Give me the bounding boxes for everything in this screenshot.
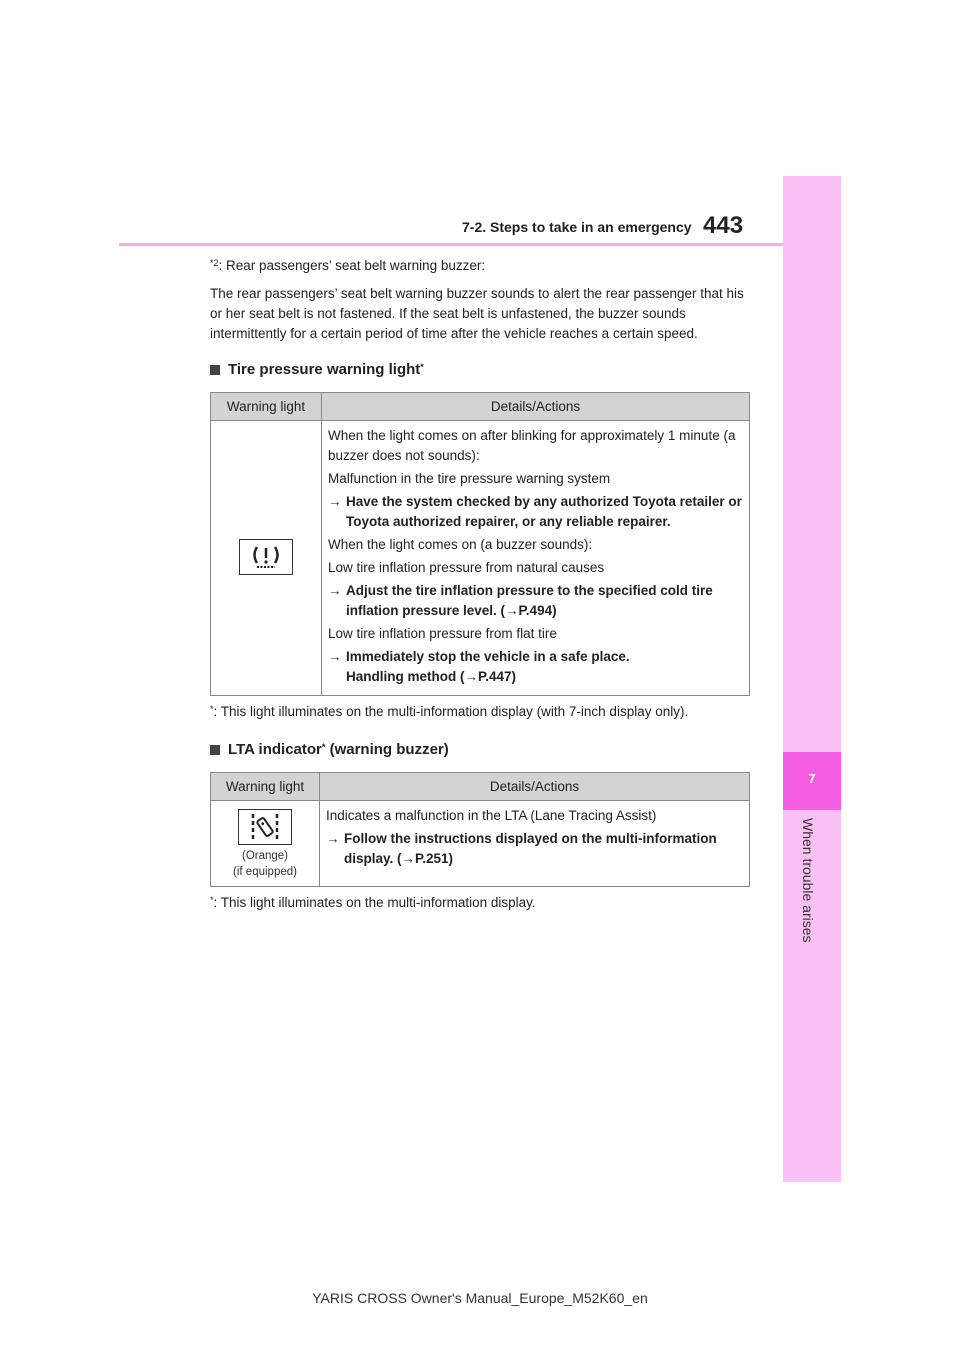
column-header-details: Details/Actions [322, 393, 750, 421]
action-text [346, 581, 743, 621]
page-reference-link[interactable]: P.251) [415, 851, 454, 866]
action-text-part: Adjust the tire inflation pressure to the specified cold tire inflation pressure level. ( [346, 583, 713, 618]
manual-footer: YARIS CROSS Owner's Manual_Europe_M52K60_en [312, 1290, 648, 1306]
details-cell [320, 801, 750, 887]
cause-text: Indicates a malfunction in the LTA (Lane Tracing Assist) [326, 808, 657, 823]
footnote-marker: * [210, 704, 214, 714]
footnote-marker: *2 [210, 258, 219, 268]
action-text: Have the system checked by any authorized Toyota retailer or Toyota authorized repairer, or any reliable repairer. [346, 494, 742, 529]
arrow-icon: → [328, 649, 342, 664]
cause-text: Low tire inflation pressure from flat tire [328, 626, 557, 641]
column-header-warning-light: Warning light [211, 393, 322, 421]
page-reference-link[interactable]: P.447) [478, 669, 517, 684]
tire-pressure-heading-text: Tire pressure warning light [228, 361, 421, 378]
column-header-details: Details/Actions [320, 773, 750, 801]
arrow-icon: → [328, 583, 342, 598]
column-header-warning-light: Warning light [211, 773, 320, 801]
page-reference-link[interactable]: P.494) [518, 603, 557, 618]
footnote-text: : This light illuminates on the multi-information display. [213, 895, 536, 910]
arrow-icon: → [328, 494, 342, 509]
rear-buzzer-paragraph: The rear passengers’ seat belt warning buzzer sounds to alert the rear passenger that his or her seat belt is not fastened. If the seat belt is unfastened, the buzzer sounds intermittently for a certain period of time after the vehicle reaches a certain speed. [210, 286, 744, 341]
action-item [326, 829, 743, 869]
footnote-text: : This light illuminates on the multi-information display (with 7-inch display only). [213, 704, 689, 719]
warning-light-cell [211, 801, 320, 887]
chapter-title: When trouble arises [800, 818, 816, 943]
action-text-part: Follow the instructions displayed on the multi-information display. ( [344, 831, 717, 866]
condition-text: When the light comes on after blinking for approximately 1 minute (a buzzer does not sounds): [328, 428, 736, 463]
condition-text: When the light comes on (a buzzer sounds): [328, 537, 593, 552]
action-text-part: Immediately stop the vehicle in a safe place. [346, 649, 630, 664]
ref-arrow: → [401, 851, 416, 866]
ref-arrow: → [505, 603, 519, 618]
icon-color-caption: (Orange) [241, 850, 289, 862]
details-cell [322, 421, 750, 696]
tire-pressure-heading [210, 360, 755, 380]
lta-heading-text: LTA indicator [228, 741, 322, 758]
heading-marker: * [420, 362, 424, 372]
footnote-marker: * [210, 895, 214, 905]
warning-light-cell [211, 421, 322, 696]
action-item [328, 492, 743, 532]
action-item [328, 581, 743, 621]
arrow-icon: → [326, 831, 340, 846]
cause-text: Malfunction in the tire pressure warning system [328, 471, 611, 486]
cause-text: Low tire inflation pressure from natural causes [328, 560, 605, 575]
icon-equipment-caption: (if equipped) [233, 866, 297, 878]
lta-footnote [210, 893, 755, 913]
bullet-square-icon [210, 365, 220, 375]
page-content [210, 256, 755, 931]
rear-buzzer-footnote-title [210, 256, 755, 276]
action-item [328, 647, 743, 687]
ref-arrow: → [464, 669, 478, 684]
lta-indicator-icon [238, 809, 292, 845]
action-text-part: Handling method ( [346, 669, 465, 684]
header-divider [119, 243, 783, 246]
lta-heading [210, 740, 755, 760]
action-text [346, 647, 743, 687]
bullet-square-icon [210, 745, 220, 755]
tire-pressure-warning-icon [239, 539, 293, 575]
tire-pressure-footnote [210, 702, 755, 722]
heading-marker: * [321, 742, 326, 752]
chapter-tab-strip [783, 176, 841, 1182]
footnote-title-text: : Rear passengers’ seat belt warning buzzer: [218, 258, 486, 273]
action-text [344, 829, 743, 869]
chapter-number: 7 [808, 771, 816, 786]
page-number: 443 [703, 212, 744, 239]
tire-pressure-table [210, 392, 750, 696]
section-title: 7-2. Steps to take in an emergency [462, 219, 692, 235]
lta-table [210, 772, 750, 887]
lta-heading-suffix: (warning buzzer) [325, 741, 449, 758]
